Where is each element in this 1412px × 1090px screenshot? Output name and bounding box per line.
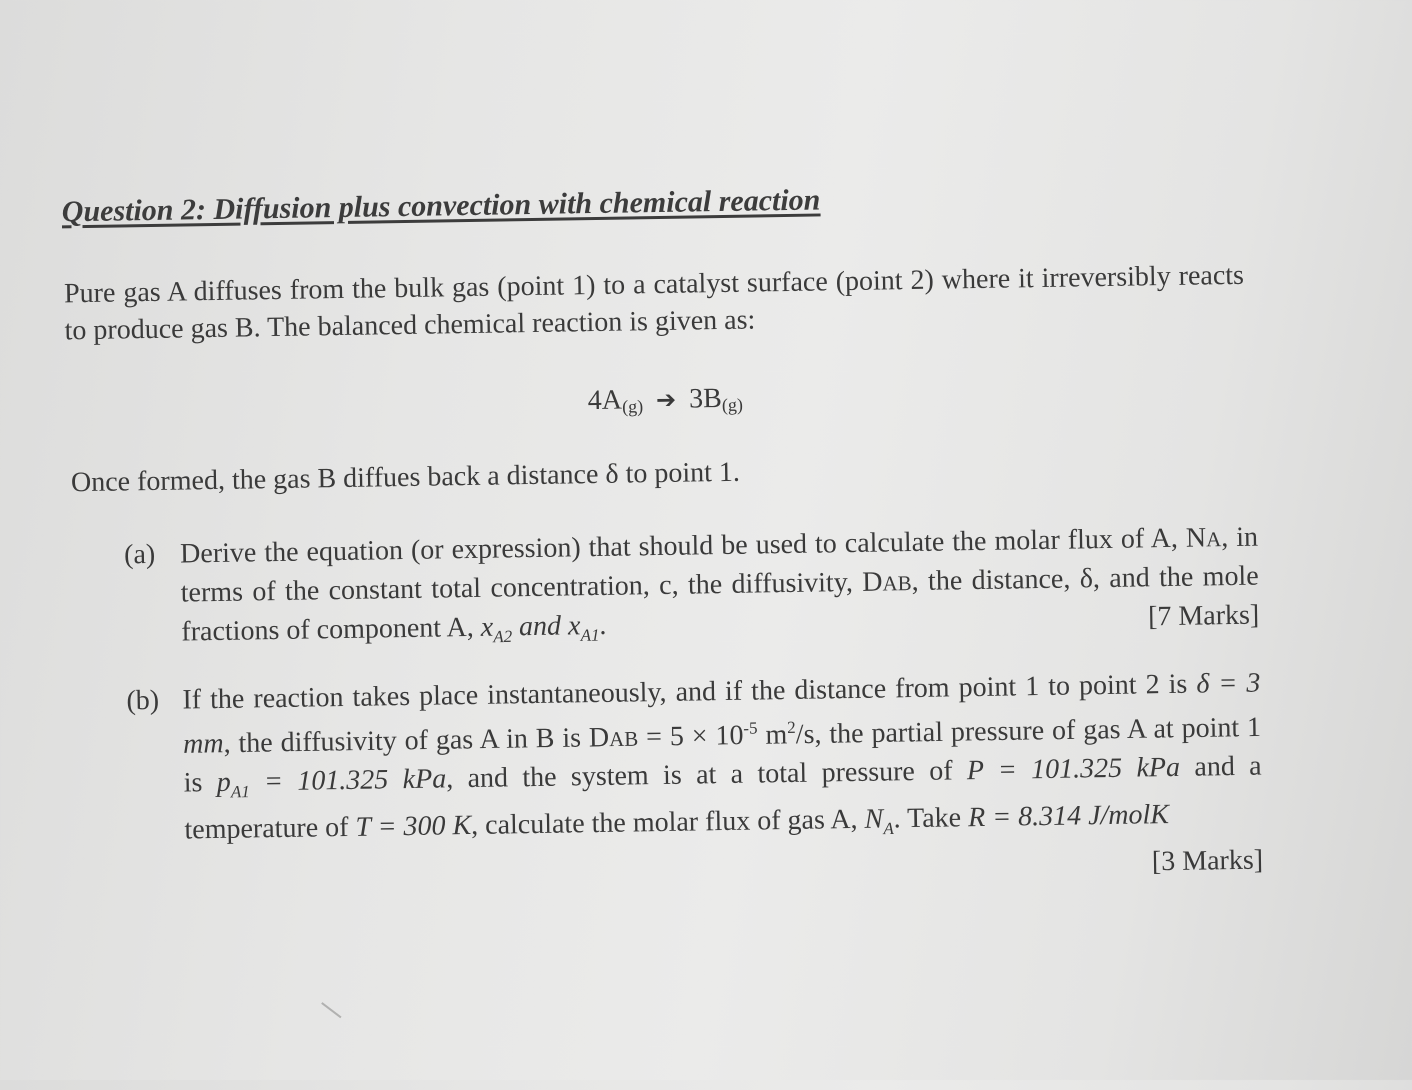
part-a-subscript: AB — [882, 571, 912, 596]
part-a-marks: [7 Marks] — [1147, 599, 1260, 633]
question-title: Question 2: Diffusion plus convection with chemical reaction — [61, 183, 821, 229]
reactant: 4A — [587, 384, 623, 417]
part-b-text: , the diffusivity of gas A in B is D — [223, 722, 610, 760]
product-state: (g) — [721, 394, 744, 416]
part-b-label: (b) — [126, 684, 160, 717]
part-b-math: = 8.314 J/molK — [984, 798, 1170, 833]
part-b-body — [182, 665, 1264, 877]
part-a-math: and — [511, 610, 569, 643]
part-b-text: . Take — [893, 802, 969, 835]
intro-paragraph: Pure gas A diffuses from the bulk gas (point 1) to a catalyst surface (point 2) where it irreversibly reacts to produce gas B. The balanced chemical reaction is given as: — [63, 259, 1245, 347]
part-b — [126, 665, 1263, 896]
part-a-math: x — [567, 610, 581, 642]
part-b-math: δ = 3 mm — [182, 667, 1261, 760]
part-b-text: If the reaction takes place instantaneously, and if the distance from point 1 to point 2 is — [182, 668, 1197, 716]
part-a-text: Derive the equation (or expression) that should be used to calculate the molar flux of A, N — [179, 522, 1207, 570]
part-b-text: /s, the partial pressure of gas A at point 1 is — [183, 711, 1262, 799]
product: 3B — [688, 383, 723, 415]
part-a-math: x — [480, 611, 494, 643]
part-b-math: = 101.325 kPa — [249, 763, 447, 798]
part-b-math: p — [216, 767, 232, 799]
part-b-text: m — [757, 719, 788, 751]
reaction-arrow-icon: ➔ — [655, 385, 677, 415]
reactant-state: (g) — [621, 396, 644, 417]
part-b-text: , and the system is at a total pressure of — [445, 755, 968, 795]
part-a — [124, 519, 1260, 661]
part-b-math: = 300 K — [370, 809, 472, 843]
part-b-math-sub: A — [883, 818, 894, 839]
part-b-math-sub: A1 — [230, 782, 250, 802]
part-b-marks: [3 Marks] — [1151, 844, 1264, 877]
part-b-math: R — [967, 801, 986, 834]
part-b-text: , calculate the molar flux of gas A, — [470, 803, 865, 841]
chemical-reaction — [588, 383, 744, 418]
part-a-text: . — [599, 609, 607, 641]
part-b-math: T — [355, 811, 371, 843]
part-a-math-sub: A2 — [493, 626, 513, 647]
part-b-subscript: AB — [608, 726, 639, 752]
part-b-math: P — [966, 755, 984, 787]
pen-mark — [321, 1002, 341, 1018]
part-b-superscript: 2 — [787, 717, 796, 738]
part-b-math: = 101.325 kPa — [983, 752, 1181, 787]
part-a-label: (a) — [123, 538, 156, 571]
formed-paragraph: Once formed, the gas B diffues back a distance δ to point 1. — [70, 456, 741, 499]
part-b-text: and a temperature of — [184, 750, 1262, 846]
part-a-text: , the distance, δ, and the mole fractions of component A, — [181, 560, 1259, 648]
part-a-subscript: A — [1205, 527, 1222, 552]
part-a-text: , in terms of the constant total concentration, c, the diffusivity, D — [180, 521, 1259, 609]
part-b-math: N — [864, 803, 884, 835]
part-a-body — [180, 519, 1260, 661]
part-b-text: = 5 × 10 — [638, 720, 744, 753]
part-a-math-sub: A1 — [580, 625, 600, 645]
part-b-superscript: -5 — [743, 718, 758, 738]
